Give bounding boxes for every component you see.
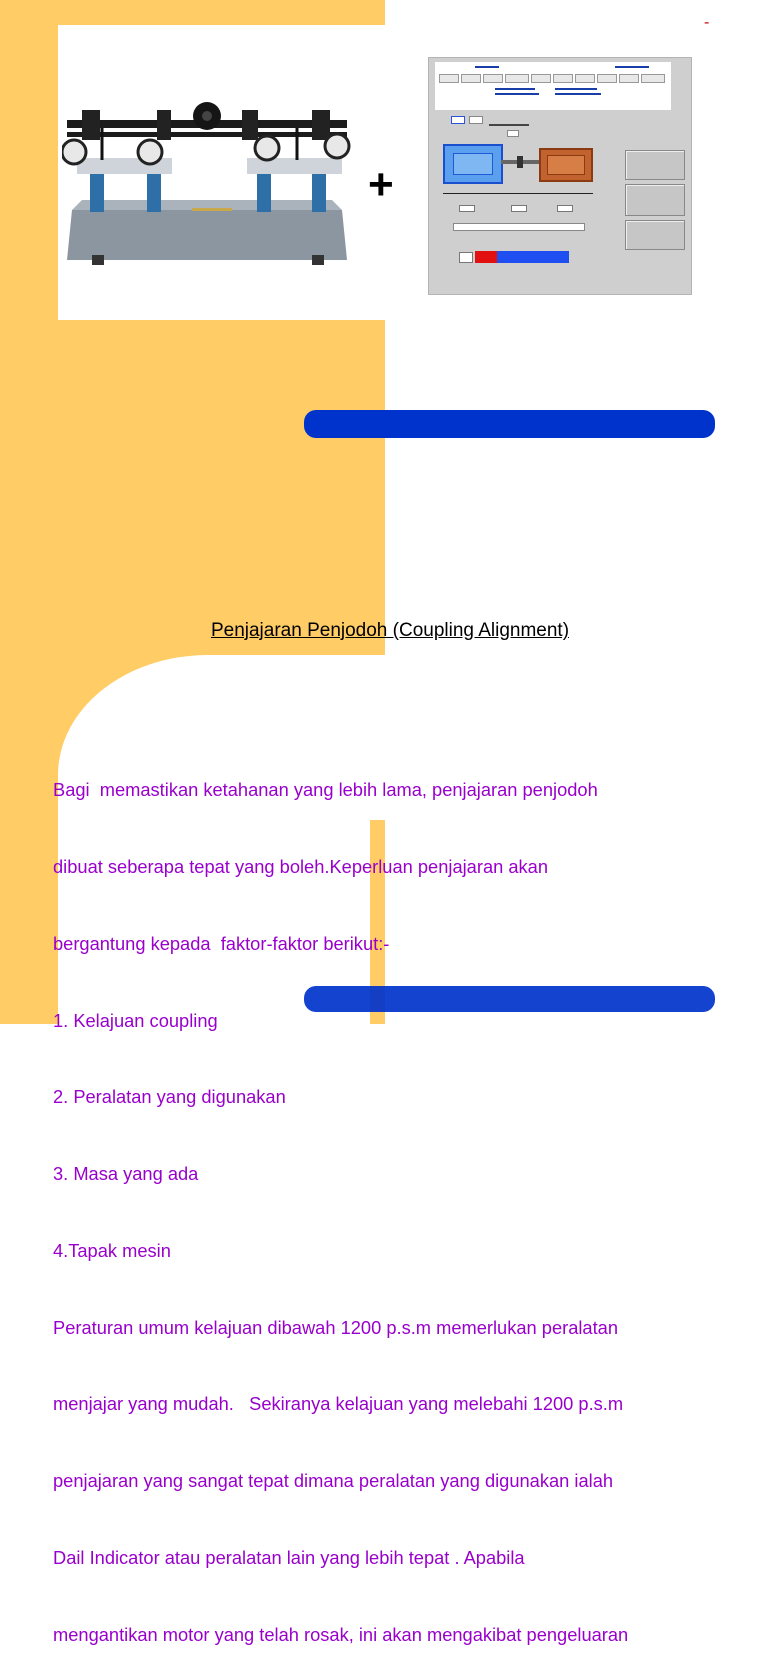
body-line: mengantikan motor yang telah rosak, ini akan mengakibat pengeluaran — [53, 1623, 629, 1645]
software-tab — [531, 74, 551, 83]
right-motor-block — [539, 148, 593, 182]
dimension-field — [557, 205, 573, 212]
blue-divider-bar-bottom — [304, 986, 715, 1012]
left-motor-inner — [453, 153, 493, 175]
software-title-line — [475, 66, 499, 68]
coupling-alignment-machine-photo — [62, 90, 352, 270]
software-tab — [483, 74, 503, 83]
software-value-field — [507, 130, 519, 137]
misalignment-bar-blue — [497, 251, 569, 263]
misalignment-bar-red — [475, 251, 497, 263]
software-tab — [597, 74, 617, 83]
software-date-line — [615, 66, 649, 68]
software-header-panel — [435, 62, 671, 110]
body-line: dibuat seberapa tepat yang boleh.Keperluan penjajaran akan — [53, 855, 548, 877]
body-line: Dail Indicator atau peralatan lain yang lebih tepat . Apabila — [53, 1547, 525, 1568]
list-item: 1. Kelajuan coupling — [53, 1009, 218, 1031]
blue-divider-bar-top — [304, 410, 715, 438]
software-info-line — [495, 93, 539, 95]
software-tab — [505, 74, 529, 83]
body-line: penjajaran yang sangat tepat dimana peralatan yang digunakan ialah — [53, 1470, 614, 1492]
software-info-line — [495, 88, 535, 90]
alignment-software-screenshot — [428, 57, 692, 295]
list-item: 4.Tapak mesin — [53, 1239, 171, 1261]
coupling-marker — [517, 156, 523, 168]
software-tab — [439, 74, 459, 83]
list-item: 3. Masa yang ada — [53, 1163, 199, 1185]
software-info-line — [555, 93, 601, 95]
formula-field — [453, 223, 585, 231]
software-panel-label-line — [489, 124, 529, 126]
left-motor-block — [443, 144, 503, 184]
software-tab — [553, 74, 573, 83]
software-button — [625, 150, 685, 180]
list-item: 2. Peralatan yang digunakan — [53, 1086, 286, 1108]
software-unit-field — [469, 116, 483, 124]
body-line: Bagi memastikan ketahanan yang lebih lama, penjajaran penjodoh — [53, 779, 598, 801]
software-tab — [575, 74, 595, 83]
dimension-line — [443, 193, 593, 194]
slide-title: Penjajaran Penjodoh (Coupling Alignment) — [210, 620, 570, 641]
body-line: menjajar yang mudah. Sekiranya kelajuan yang melebahi 1200 p.s.m — [53, 1393, 624, 1415]
body-text — [53, 726, 743, 1673]
software-tab — [461, 74, 481, 83]
body-line: bergantung kepada faktor-faktor berikut:- — [53, 932, 390, 954]
software-unit-field — [451, 116, 465, 124]
bar-label-field — [459, 252, 473, 263]
body-line: Peraturan umum kelajuan dibawah 1200 p.s.m memerlukan peralatan — [53, 1316, 619, 1338]
software-tab — [619, 74, 639, 83]
dimension-field — [511, 205, 527, 212]
right-motor-inner — [547, 155, 585, 175]
software-tab — [641, 74, 665, 83]
plus-sign: + — [368, 160, 394, 209]
software-button — [625, 220, 685, 250]
dimension-field — [459, 205, 475, 212]
software-button — [625, 184, 685, 216]
top-dash-mark: - — [704, 14, 710, 31]
software-info-line — [555, 88, 597, 90]
